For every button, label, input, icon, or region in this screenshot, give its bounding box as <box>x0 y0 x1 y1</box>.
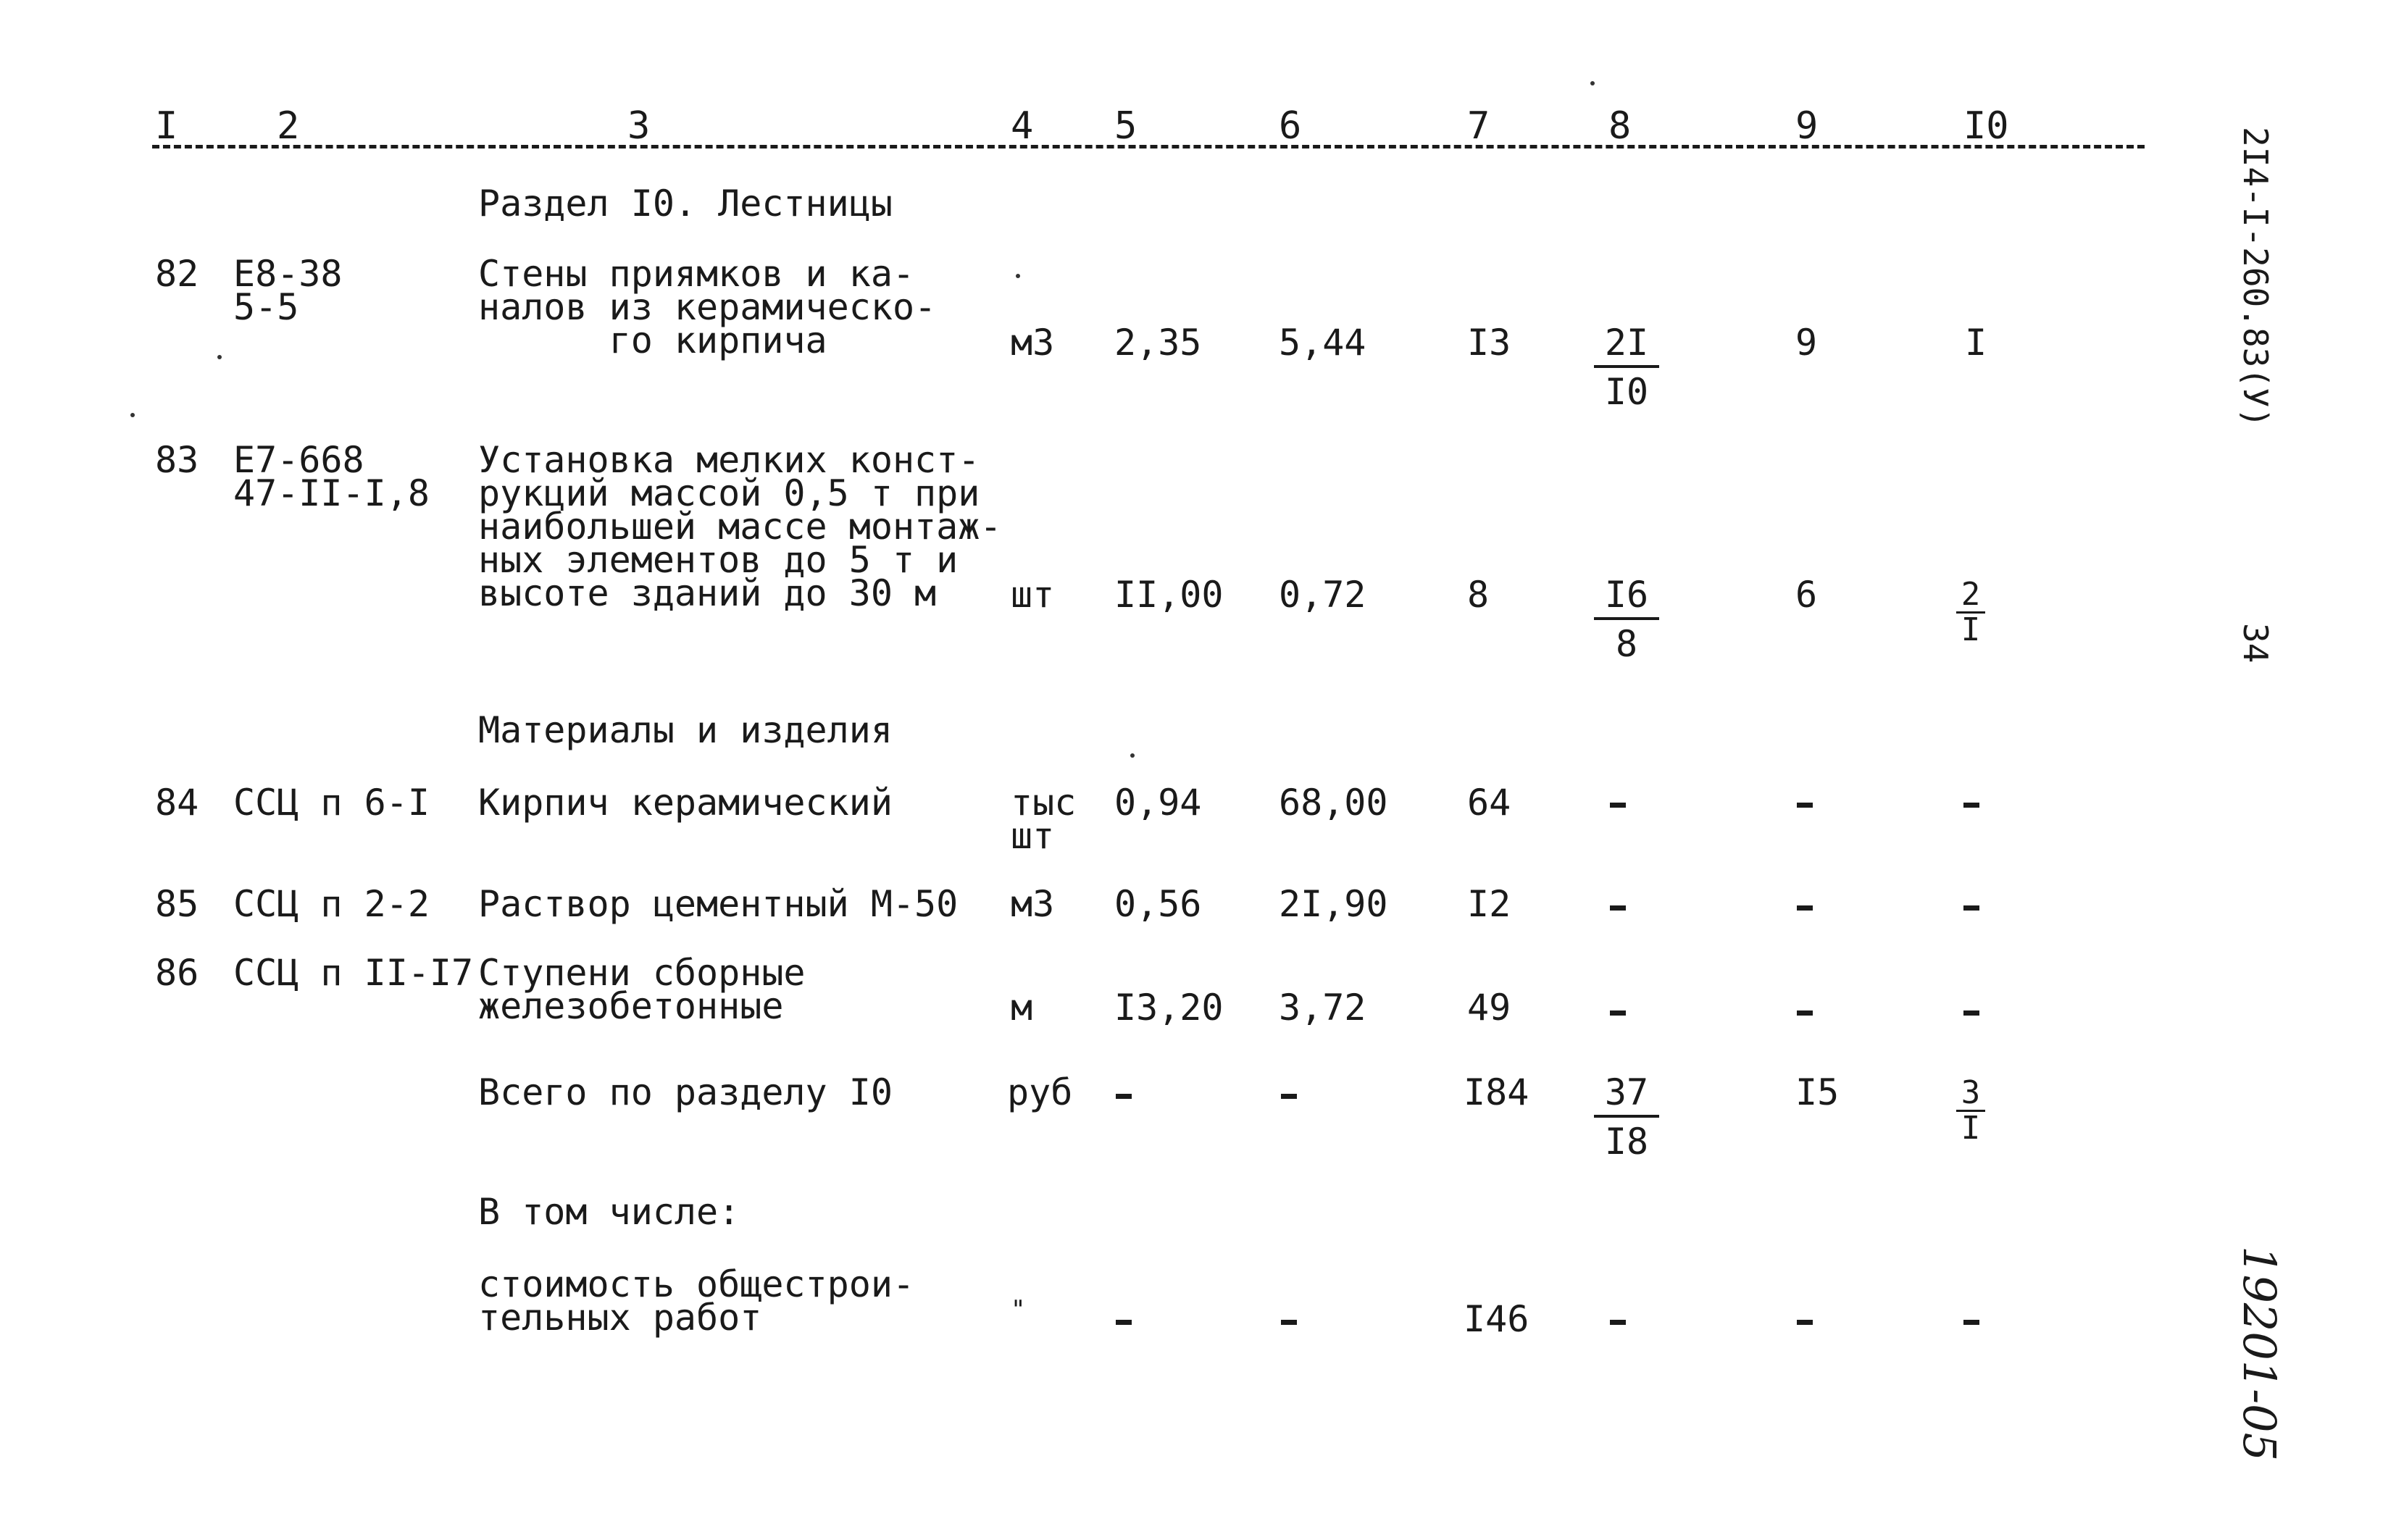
col-header-1: I <box>155 104 178 148</box>
total-cost: 8 <box>1467 574 1490 616</box>
col8-fraction <box>1594 574 1659 665</box>
unit: руб <box>1007 1071 1073 1113</box>
quantity: I3,20 <box>1114 987 1224 1029</box>
work-description: Раствор цементный М-50 <box>478 883 959 925</box>
fraction-denominator: I8 <box>1604 1121 1649 1163</box>
unit-cost: 5,44 <box>1279 322 1366 364</box>
col9-value: 6 <box>1795 574 1818 616</box>
col-header-2: 2 <box>277 104 300 148</box>
col8-fraction <box>1594 1071 1659 1163</box>
fraction-denominator: I0 <box>1604 371 1649 413</box>
total-cost: 64 <box>1467 782 1511 824</box>
col8-dash <box>1610 1320 1626 1325</box>
page-number: 34 <box>2236 623 2275 664</box>
row-number: 84 <box>155 782 199 824</box>
norm-code: 5-5 <box>233 286 299 328</box>
general-label: тельных работ <box>478 1297 762 1339</box>
col9-value: I5 <box>1795 1071 1840 1113</box>
work-description: го кирпича <box>478 319 827 361</box>
col9-dash <box>1797 1320 1813 1325</box>
col-header-6: 6 <box>1279 104 1302 148</box>
unit: тыс <box>1011 782 1077 824</box>
unit: м3 <box>1011 883 1055 925</box>
col8-dash <box>1610 905 1626 911</box>
unit-cost: 3,72 <box>1279 987 1366 1029</box>
unit-cost: 0,72 <box>1279 574 1366 616</box>
scan-speck <box>217 355 222 359</box>
work-description: Стены приямков и ка- <box>478 253 915 295</box>
norm-code: Е7-668 <box>233 439 364 481</box>
work-description: наибольшей массе монтаж- <box>478 506 1002 548</box>
total-cost: I46 <box>1464 1298 1529 1340</box>
scan-speck <box>1590 81 1595 85</box>
col-header-5: 5 <box>1114 104 1138 148</box>
col-header-8: 8 <box>1608 104 1632 148</box>
scan-speck <box>1130 753 1135 758</box>
document-code: 2I4-I-260.83(У) <box>2236 127 2275 428</box>
unit: шт <box>1011 574 1055 616</box>
work-description: высоте зданий до 30 м <box>478 572 937 614</box>
col5-dash <box>1116 1094 1132 1099</box>
unit: м <box>1011 987 1033 1029</box>
col10-dash <box>1963 1320 1979 1325</box>
archive-stamp: 19201-05 <box>2233 1246 2286 1462</box>
header-rule <box>152 145 2145 148</box>
col9-dash <box>1797 1010 1813 1016</box>
norm-code: Е8-38 <box>233 253 343 295</box>
work-description: ных элементов до 5 т и <box>478 539 959 581</box>
quantity: 0,56 <box>1114 883 1202 925</box>
col10-dash <box>1963 905 1979 911</box>
row-number: 83 <box>155 439 199 481</box>
col6-dash <box>1281 1320 1297 1325</box>
col8-fraction <box>1594 322 1659 413</box>
col6-dash <box>1281 1094 1297 1099</box>
total-cost: 49 <box>1467 987 1511 1029</box>
col9-dash <box>1797 803 1813 808</box>
work-description: Установка мелких конст- <box>478 439 980 481</box>
quantity: 2,35 <box>1114 322 1202 364</box>
col10-value: I <box>1965 322 1987 364</box>
col9-dash <box>1797 905 1813 911</box>
col9-value: 9 <box>1795 322 1818 364</box>
row-number: 85 <box>155 883 199 925</box>
fraction-denominator: I <box>1961 1110 1981 1147</box>
quantity: 0,94 <box>1114 782 1202 824</box>
total-cost: I2 <box>1467 883 1511 925</box>
work-description: Кирпич керамический <box>478 782 893 824</box>
materials-title: Материалы и изделия <box>478 709 893 751</box>
col10-fraction <box>1956 576 1985 648</box>
fraction-denominator: 8 <box>1615 623 1638 665</box>
fraction-numerator: 2 <box>1956 581 1985 614</box>
col10-dash <box>1963 1010 1979 1016</box>
col-header-7: 7 <box>1467 104 1490 148</box>
unit-cost: 68,00 <box>1279 782 1388 824</box>
fraction-denominator: I <box>1961 611 1981 648</box>
work-description: Ступени сборные <box>478 952 806 994</box>
fraction-numerator: 2I <box>1594 325 1659 368</box>
unit-ditto: " <box>1011 1295 1026 1324</box>
work-description: железобетонные <box>478 985 784 1027</box>
col10-fraction <box>1956 1074 1985 1147</box>
unit: шт <box>1011 815 1055 857</box>
col-header-3: 3 <box>627 104 651 148</box>
col-header-10: I0 <box>1963 104 2009 148</box>
quantity: II,00 <box>1114 574 1224 616</box>
norm-code: ССЦ п 2-2 <box>233 883 430 925</box>
fraction-numerator: 3 <box>1956 1079 1985 1112</box>
work-description: рукций массой 0,5 т при <box>478 472 980 514</box>
col-header-4: 4 <box>1011 104 1034 148</box>
fraction-numerator: I6 <box>1594 577 1659 620</box>
scan-speck <box>130 413 135 417</box>
general-label: стоимость общестрои- <box>478 1263 915 1305</box>
row-number: 86 <box>155 952 199 994</box>
unit: м3 <box>1011 322 1055 364</box>
section-title: Раздел I0. Лестницы <box>478 183 893 225</box>
summary-label: Всего по разделу I0 <box>478 1071 893 1113</box>
norm-code: ССЦ п 6-I <box>233 782 430 824</box>
norm-code: ССЦ п II-I7 <box>233 952 474 994</box>
including-label: В том числе: <box>478 1191 740 1233</box>
total-cost: I84 <box>1464 1071 1529 1113</box>
norm-code: 47-II-I,8 <box>233 472 430 514</box>
col-header-9: 9 <box>1795 104 1819 148</box>
col8-dash <box>1610 1010 1626 1016</box>
row-number: 82 <box>155 253 199 295</box>
unit-cost: 2I,90 <box>1279 883 1388 925</box>
col10-dash <box>1963 803 1979 808</box>
col8-dash <box>1610 803 1626 808</box>
scan-speck <box>1016 274 1020 278</box>
col5-dash <box>1116 1320 1132 1325</box>
work-description: налов из керамическо- <box>478 286 937 328</box>
total-cost: I3 <box>1467 322 1511 364</box>
fraction-numerator: 37 <box>1594 1074 1659 1118</box>
